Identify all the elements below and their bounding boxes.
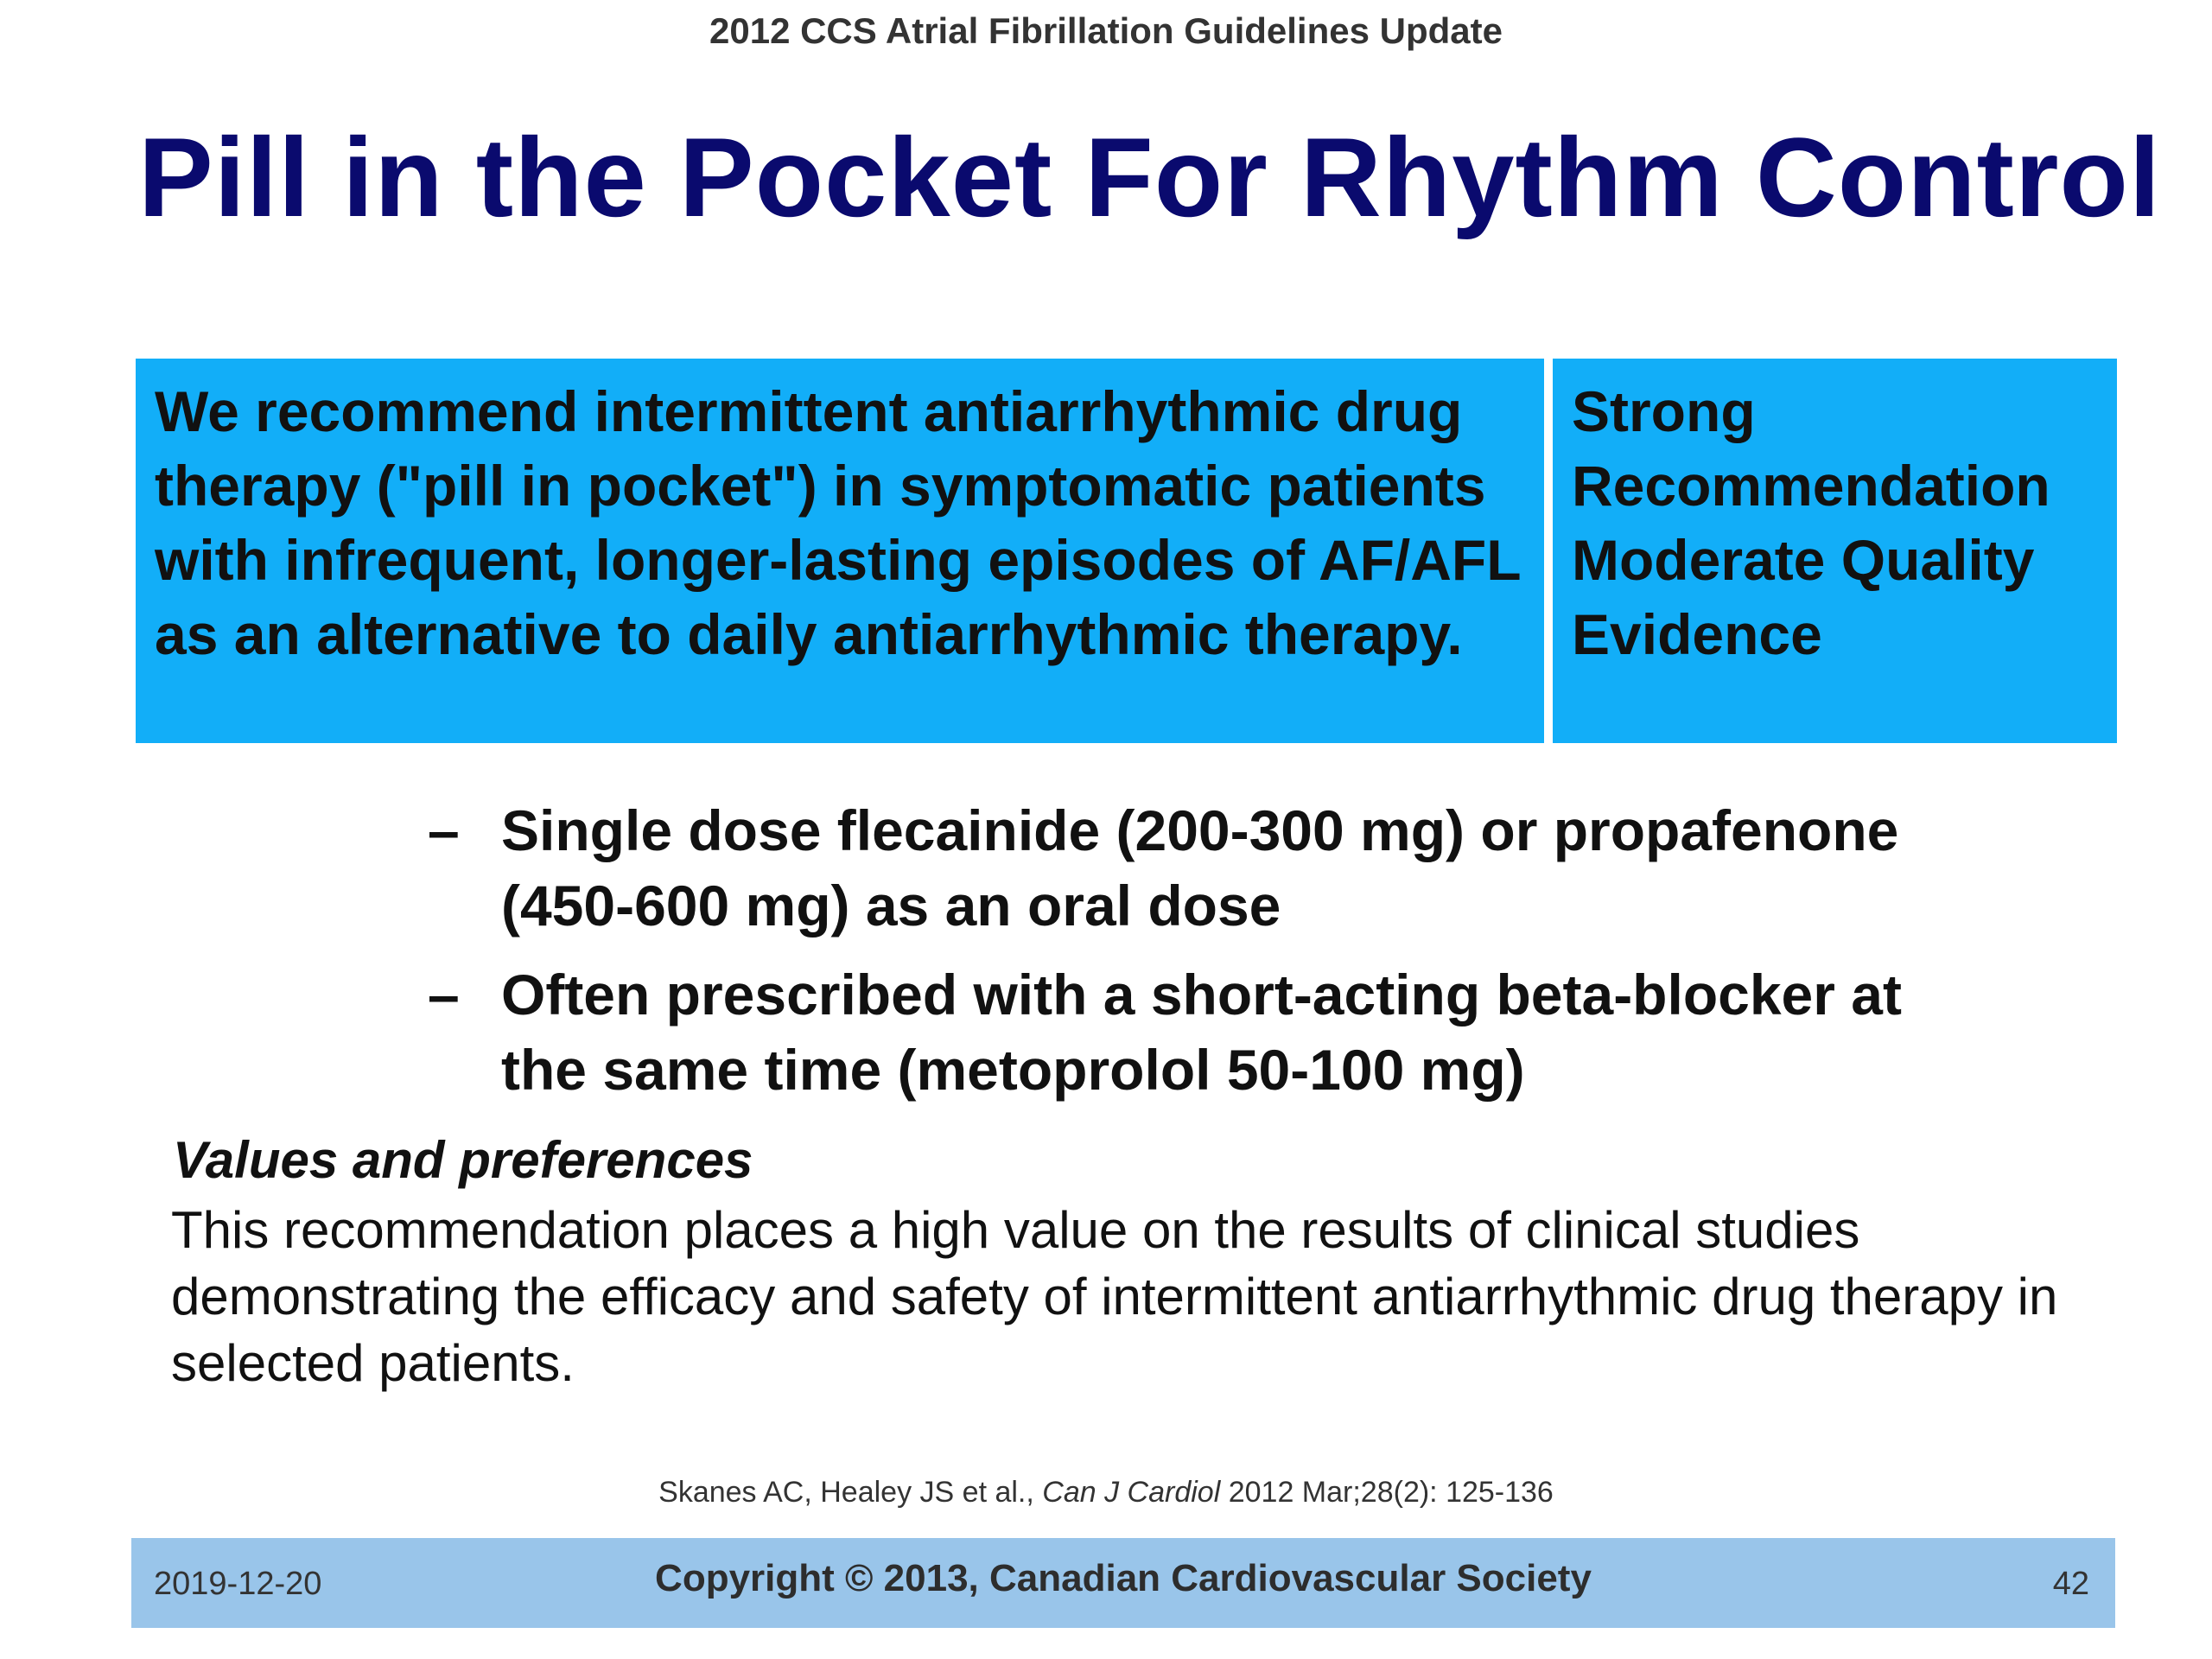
slide-header: 2012 CCS Atrial Fibrillation Guidelines Update [709, 10, 1503, 51]
grade-recommendation-line: Recommendation [1572, 454, 2050, 518]
values-heading: Values and preferences [173, 1131, 753, 1189]
citation-authors: Skanes AC, Healey JS et al., [658, 1476, 1034, 1509]
grade-quality-line: Moderate Quality [1572, 528, 2035, 592]
footer-bar [131, 1538, 2115, 1628]
values-body: This recommendation places a high value on the results of clinical studies demonstrating the efficacy and safety of intermittent antiarrhythmic drug therapy in selected patients. [171, 1201, 2058, 1392]
recommendation-text: We recommend intermittent antiarrhythmic drug therapy ("pill in pocket") in symptomatic patients with infrequent, longer-lasting episodes of AF/AFL as an alternative to daily antiarrhythmic therapy. [155, 379, 1521, 666]
bullet-list [428, 793, 1983, 1122]
dash-marker: – [428, 963, 460, 1027]
list-item [428, 957, 1983, 1108]
page-number: 42 [2052, 1566, 2089, 1602]
grade-evidence-line: Evidence [1572, 602, 1822, 666]
bullet-text: Single dose flecainide (200-300 mg) or propafenone (450-600 mg) as an oral dose [501, 798, 1899, 938]
recommendation-box [136, 359, 1544, 743]
list-item [428, 793, 1983, 944]
slide-title: Pill in the Pocket For Rhythm Control [138, 114, 2162, 240]
grade-box [1553, 359, 2117, 743]
grade-strength-line: Strong [1572, 379, 1756, 443]
citation-journal: Can J Cardiol [1042, 1476, 1221, 1509]
dash-marker: – [428, 798, 460, 862]
footer-copyright: Copyright © 2013, Canadian Cardiovascular Society [655, 1557, 1592, 1599]
bullet-text: Often prescribed with a short-acting beta-blocker at the same time (metoprolol 50-100 mg) [501, 963, 1902, 1102]
citation [0, 1476, 2212, 1510]
footer-date: 2019-12-20 [154, 1566, 322, 1602]
citation-details: 2012 Mar;28(2): 125-136 [1228, 1476, 1554, 1509]
